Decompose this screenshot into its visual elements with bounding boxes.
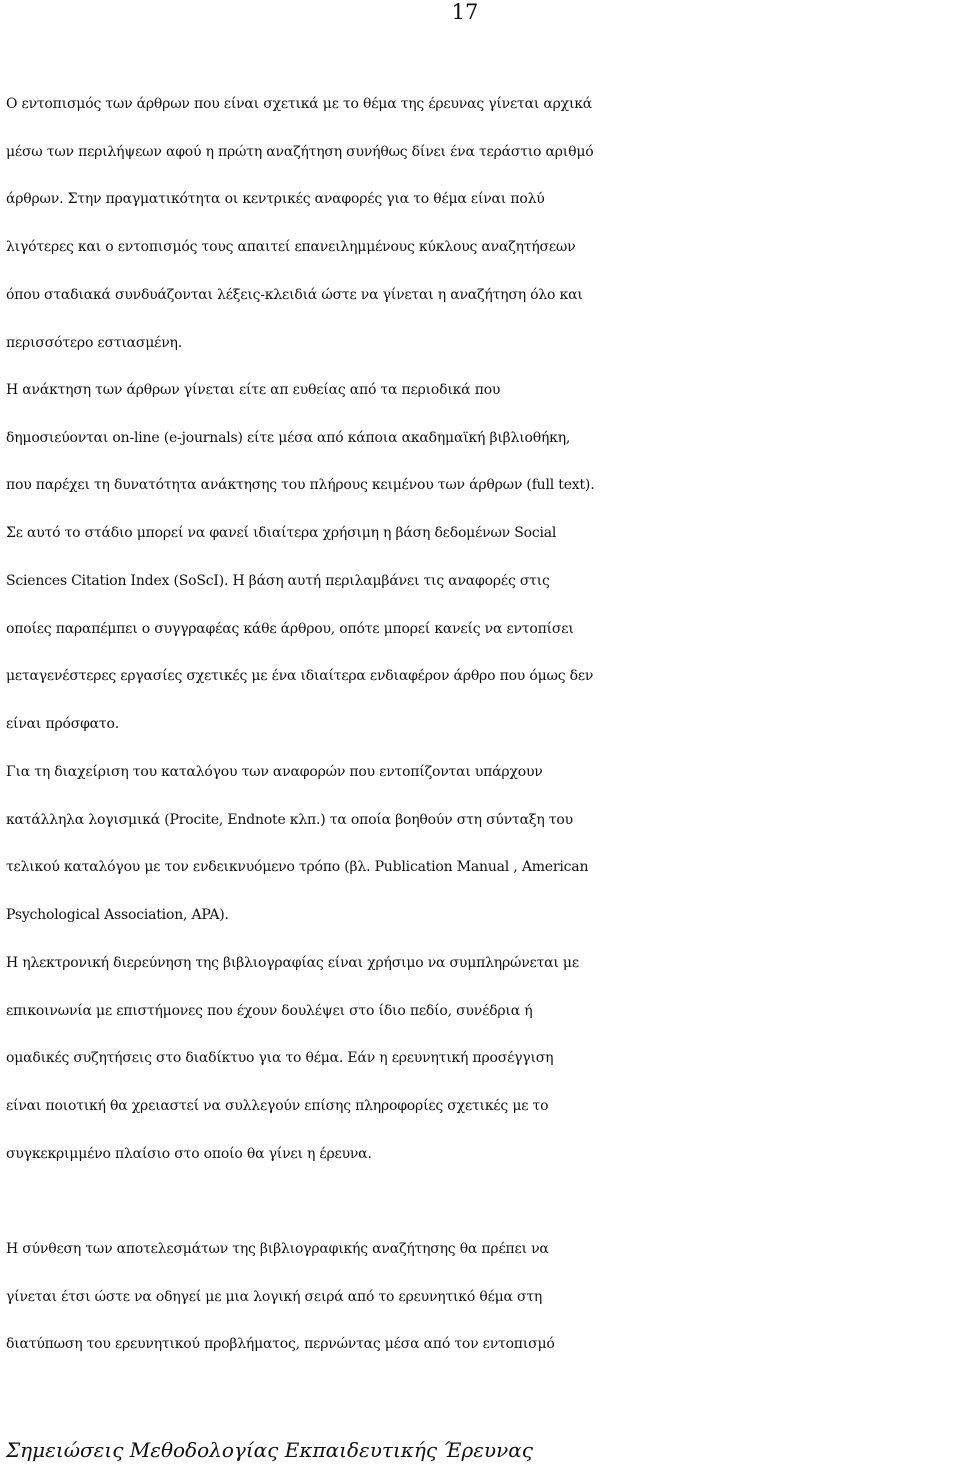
text-line: Ο εντοπισμός των άρθρων που είναι σχετικά με το θέμα της έρευνας γίνεται αρχικά	[6, 96, 593, 112]
paragraph-synthesis	[6, 1226, 954, 1369]
paragraph-article-search	[6, 81, 954, 367]
text-line: κατάλληλα λογισμικά (Procite, Endnote κλπ.) τα οποία βοηθούν στη σύνταξη του	[6, 811, 573, 828]
text-line: λιγότερες και ο εντοπισμός τους απαιτεί επανειλημμένους κύκλους αναζητήσεων	[6, 239, 576, 256]
text-line: άρθρων. Στην πραγματικότητα οι κεντρικές αναφορές για το θέμα είναι πολύ	[6, 191, 545, 208]
text-line: συγκεκριμμένο πλαίσιο στο οποίο θα γίνει η έρευνα.	[6, 1145, 372, 1162]
text-line: μεταγενέστερες εργασίες σχετικές με ένα ιδιαίτερα ενδιαφέρον άρθρο που όμως δεν	[6, 668, 594, 685]
page-number: 17	[451, 0, 479, 24]
text-line: Η ανάκτηση των άρθρων γίνεται είτε απ ευθείας από τα περιοδικά που	[6, 382, 501, 398]
text-line: Η σύνθεση των αποτελεσμάτων της βιβλιογραφικής αναζήτησης θα πρέπει να	[6, 1241, 549, 1257]
text-line: επικοινωνία με επιστήμονες που έχουν δουλέψει στο ίδιο πεδίο, συνέδρια ή	[6, 1002, 533, 1019]
text-line: Η ηλεκτρονική διερεύνηση της βιβλιογραφίας είναι χρήσιμο να συμπληρώνεται με	[6, 955, 579, 971]
text-line: Sciences Citation Index (SoScI). Η βάση αυτή περιλαμβάνει τις αναφορές στις	[6, 572, 550, 589]
text-line: δημοσιεύονται on-line (e-journals) είτε μέσα από κάποια ακαδημαϊκή βιβλιοθήκη,	[6, 429, 571, 446]
text-line: οποίες παραπέμπει ο συγγραφέας κάθε άρθρου, οπότε μπορεί κανείς να εντοπίσει	[6, 620, 574, 637]
text-line: είναι πρόσφατο.	[6, 715, 119, 732]
text-line: Σε αυτό το στάδιο μπορεί να φανεί ιδιαίτερα χρήσιμη η βάση δεδομένων Social	[6, 525, 557, 542]
text-line: Για τη διαχείριση του καταλόγου των αναφορών που εντοπίζονται υπάρχουν	[6, 764, 543, 780]
paragraph-reference-software	[6, 749, 954, 940]
text-line: μέσω των περιλήψεων αφού η πρώτη αναζήτηση συνήθως δίνει ένα τεράστιο αριθμό	[6, 143, 594, 160]
text-line: όπου σταδιακά συνδυάζονται λέξεις-κλειδιά ώστε να γίνεται η αναζήτηση όλο και	[6, 286, 583, 303]
text-line: γίνεται έτσι ώστε να οδηγεί με μια λογική σειρά από το ερευνητικό θέμα στη	[6, 1288, 543, 1305]
text-line: που παρέχει τη δυνατότητα ανάκτησης του πλήρους κειμένου των άρθρων (full text).	[6, 477, 595, 494]
text-line: περισσότερο εστιασμένη.	[6, 334, 182, 351]
text-line: είναι ποιοτική θα χρειαστεί να συλλεγούν επίσης πληροφορίες σχετικές με το	[6, 1098, 549, 1115]
text-line: διατύπωση του ερευνητικού προβλήματος, περνώντας μέσα από τον εντοπισμό	[6, 1336, 555, 1353]
paragraph-electronic-search	[6, 940, 954, 1179]
page-footer: Σημειώσεις Μεθοδολογίας Εκπαιδευτικής Έρευνας	[6, 1438, 533, 1462]
text-line: ομαδικές συζητήσεις στο διαδίκτυο για το θέμα. Εάν η ερευνητική προσέγγιση	[6, 1050, 554, 1067]
text-line: Psychological Association, APA).	[6, 907, 229, 924]
paragraph-article-retrieval	[6, 367, 954, 749]
text-line: τελικού καταλόγου με τον ενδεικνυόμενο τρόπο (βλ. Publication Manual , American	[6, 859, 589, 876]
